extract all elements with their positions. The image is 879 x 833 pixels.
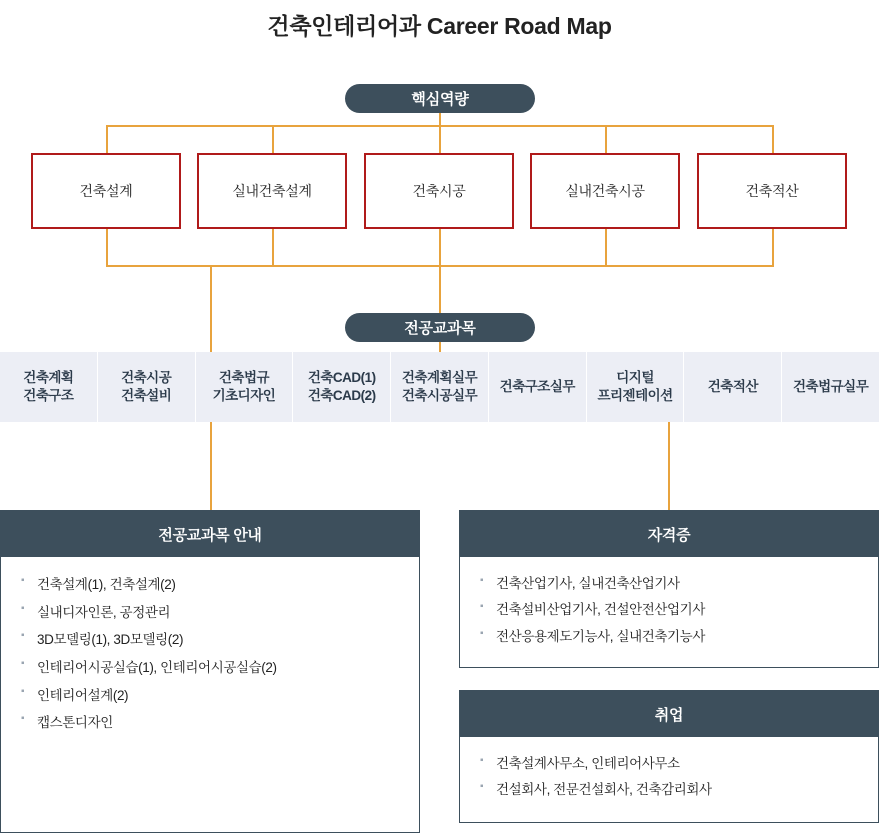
subject-cell-1-line2: 건축구조 — [23, 388, 74, 403]
subject-cell-3[interactable] — [196, 352, 294, 422]
list-item: ▪ 3D모델링(1), 3D모델링(2) — [19, 626, 401, 654]
subject-band — [0, 352, 879, 422]
subject-cell-8[interactable] — [684, 352, 782, 422]
subject-cell-3-line1: 건축법규 — [218, 369, 270, 385]
list-item: ▪ 인테리어시공실습(1), 인테리어시공실습(2) — [19, 654, 401, 682]
subject-cell-4[interactable] — [293, 352, 391, 422]
certificates-list — [478, 571, 860, 650]
list-item: ▪ 건축설비산업기사, 건설안전산업기사 — [478, 597, 860, 623]
list-item: ▪ 인테리어설계(2) — [19, 682, 401, 710]
core-box-5[interactable]: 건축적산 — [697, 153, 847, 229]
subject-cell-1-line1: 건축계획 — [23, 369, 74, 385]
subject-cell-2-line1: 건축시공 — [121, 369, 172, 385]
core-box-3[interactable]: 건축시공 — [364, 153, 514, 229]
subject-cell-9[interactable] — [782, 352, 879, 422]
subject-cell-1[interactable] — [0, 352, 98, 422]
connector-subject-drop — [439, 342, 441, 352]
certificates-panel-title: 자격증 — [460, 511, 878, 557]
subject-cell-7[interactable] — [587, 352, 685, 422]
certificates-panel-body — [460, 557, 878, 660]
connector-core-drop-1 — [106, 125, 108, 153]
connector-core-drop-5 — [772, 125, 774, 153]
list-item: ▪ 캡스톤디자인 — [19, 709, 401, 737]
subject-cell-9-line1: 건축법규실무 — [793, 378, 869, 394]
page-title: 건축인테리어과 Career Road Map — [267, 13, 612, 39]
employment-list — [478, 751, 860, 804]
connector-courses-upper — [210, 265, 212, 352]
connector-core-rise-3 — [439, 229, 441, 266]
connector-subject-stub — [439, 265, 441, 313]
connector-core-rise-4 — [605, 229, 607, 266]
connector-core-drop-3 — [439, 125, 441, 153]
courses-panel — [0, 510, 420, 833]
list-item: ▪ 건설회사, 전문건설회사, 건축감리회사 — [478, 777, 860, 803]
subject-cell-4-line2: 건축CAD(2) — [307, 388, 376, 403]
courses-panel-title: 전공교과목 안내 — [1, 511, 419, 557]
courses-list — [19, 571, 401, 737]
connector-core-rise-5 — [772, 229, 774, 266]
subject-cell-4-line1: 건축CAD(1) — [307, 369, 376, 385]
subject-cell-5[interactable] — [391, 352, 489, 422]
courses-panel-body — [1, 557, 419, 747]
list-item: ▪ 실내디자인론, 공정관리 — [19, 599, 401, 627]
list-item: ▪ 건축산업기사, 실내건축산업기사 — [478, 571, 860, 597]
subject-cell-6-line1: 건축구조실무 — [499, 378, 575, 394]
employment-panel-body — [460, 737, 878, 814]
list-item: ▪ 건축설계사무소, 인테리어사무소 — [478, 751, 860, 777]
connector-core-rise-1 — [106, 229, 108, 266]
core-box-2[interactable]: 실내건축설계 — [197, 153, 347, 229]
subject-cell-8-line1: 건축적산 — [707, 378, 758, 394]
connector-courses-lower — [210, 422, 212, 510]
subject-cell-3-line2: 기초디자인 — [212, 388, 276, 403]
subject-cell-6[interactable] — [489, 352, 587, 422]
connector-core-rise-2 — [272, 229, 274, 266]
core-box-4[interactable]: 실내건축시공 — [530, 153, 680, 229]
subject-cell-2[interactable] — [98, 352, 196, 422]
employment-panel-title: 취업 — [460, 691, 878, 737]
connector-core-drop-2 — [272, 125, 274, 153]
subject-cell-2-line2: 건축설비 — [121, 388, 172, 403]
subject-cell-5-line2: 건축시공실무 — [401, 388, 478, 403]
subject-cell-7-line1: 디지털 — [616, 369, 654, 385]
core-competency-pill: 핵심역량 — [345, 84, 535, 113]
subject-cell-7-line2: 프리젠테이션 — [597, 388, 673, 403]
list-item: ▪ 건축설계(1), 건축설계(2) — [19, 571, 401, 599]
connector-core-drop-4 — [605, 125, 607, 153]
subject-cell-5-line1: 건축계획실무 — [401, 369, 478, 385]
certificates-panel — [459, 510, 879, 668]
core-box-1[interactable]: 건축설계 — [31, 153, 181, 229]
list-item: ▪ 전산응용제도기능사, 실내건축기능사 — [478, 624, 860, 650]
subject-pill: 전공교과목 — [345, 313, 535, 342]
connector-certificates — [668, 422, 670, 510]
employment-panel — [459, 690, 879, 823]
